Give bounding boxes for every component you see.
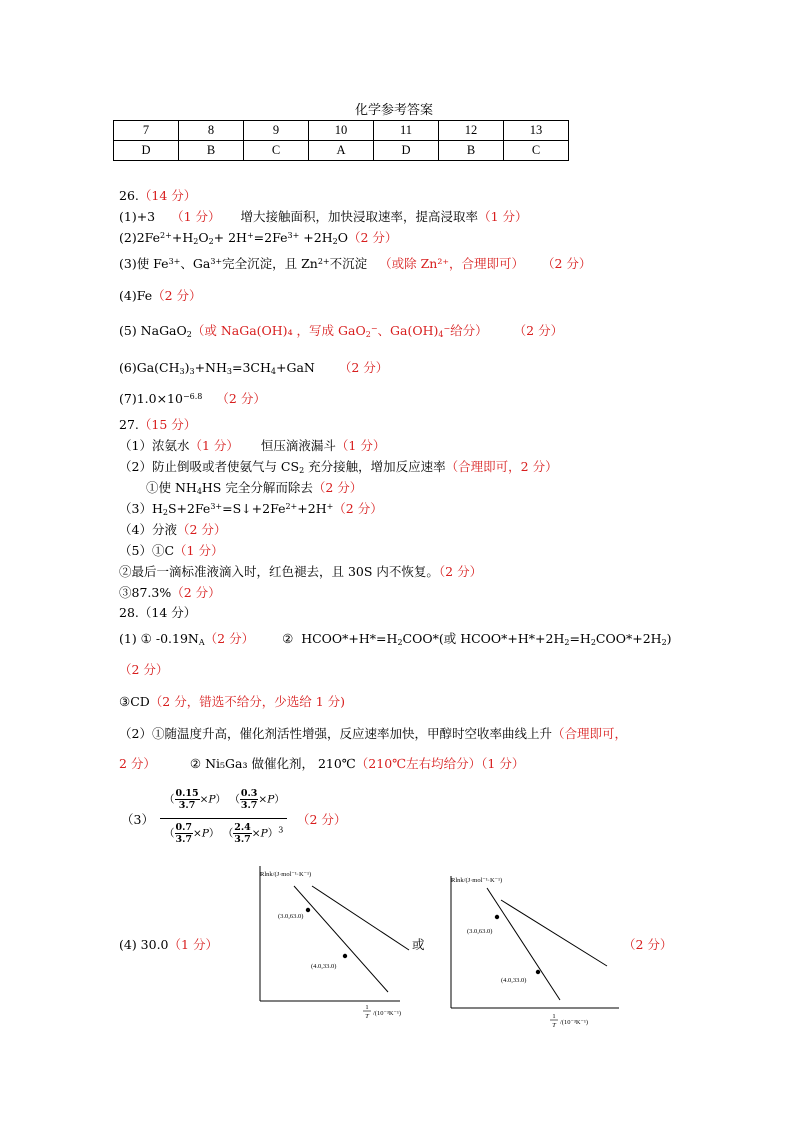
graph-2-point-2 <box>536 970 540 974</box>
graph-1-axes <box>260 866 400 1001</box>
q27-heading: 27.（15 分） <box>119 417 197 432</box>
graph-1-point-2 <box>343 954 347 958</box>
table-cell: 8 <box>179 121 244 141</box>
table-cell: 13 <box>504 121 569 141</box>
q28-answer-3: （2）①随温度升高，催化剂活性增强，反应速率加快，甲醇时空收率曲线上升（合理即可， <box>119 726 627 741</box>
q26-answer-7: $(7)1.0\times 10^{-6.8}$ （2 分） <box>119 391 266 406</box>
q26-heading: 26.（14 分） <box>119 188 197 203</box>
q28-part4-score: （2 分） <box>623 937 673 952</box>
q26-answer-6: $(6)Ga(CH_3)_3+NH_3=3CH_4+GaN$ （2 分） <box>119 360 389 376</box>
table-row-questions <box>114 121 569 141</box>
q26-answer-2: $(2)2Fe^{2+}+H_2O_2+ 2H^+=2Fe^{3+} +2H_2O(2$ 分） <box>119 230 398 246</box>
or-text: 或 <box>412 937 425 952</box>
graph-1-x-num: 1 <box>365 1004 369 1011</box>
table-cell: D <box>114 141 179 161</box>
q27-answer-5: （4）分液（2 分） <box>119 522 227 537</box>
graph-1-line-a <box>294 886 388 992</box>
graph-2-x-unit: /(10⁻³K⁻¹) <box>560 1019 589 1026</box>
table-cell: 9 <box>244 121 309 141</box>
table-cell: A <box>309 141 374 161</box>
graph-2-x-num: 1 <box>552 1013 556 1020</box>
q26-answer-1: (1)+3 （1 分） 增大接触面积，加快浸取速率，提高浸取率（1 分） <box>119 209 528 224</box>
q27-answer-7: ②最后一滴标准液滴入时，红色褪去，且 30S 内不恢复。（2 分） <box>119 564 483 579</box>
q28-answer-5: (4) 30.0（1 分） <box>119 937 218 952</box>
table-cell: B <box>439 141 504 161</box>
table-cell: D <box>374 141 439 161</box>
graph-1-point-2-label: (4.0,33.0) <box>311 963 337 970</box>
graph-1-point-1 <box>306 908 310 912</box>
q28-heading: 28.（14 分） <box>119 605 197 620</box>
graph-2-axes <box>451 876 619 1008</box>
q28-answer-1-score: （2 分） <box>119 662 169 677</box>
table-cell: 12 <box>439 121 504 141</box>
q27-answer-8: ③87.3%（2 分） <box>119 585 221 600</box>
q28-part3-score: （2 分） <box>297 812 347 827</box>
table-cell: 11 <box>374 121 439 141</box>
q28-answer-4: 2 分） ② Ni₅Ga₃ 做催化剂， 210℃（210℃左右均给分）（1 分） <box>119 756 525 771</box>
graph-1-line-b <box>312 886 409 950</box>
table-cell: B <box>179 141 244 161</box>
graph-2-y-label: Rlnk/(J·mol⁻¹·K⁻¹) <box>451 877 503 884</box>
table-cell: C <box>244 141 309 161</box>
table-cell: 7 <box>114 121 179 141</box>
q27-answer-3: ①使 $NH_4HS$ 完全分解而除去（2 分） <box>146 480 363 496</box>
table-cell: 10 <box>309 121 374 141</box>
graph-1-x-den: T <box>365 1013 369 1020</box>
q28-answer-1: (1) ① $-0.19N_A(2$ 分） ② $HCOO*+H*=H_2COO*$(或 $HCOO*+H*+2H_2=H_2COO*+2H_2$) <box>119 631 672 647</box>
graph-2-point-1 <box>495 915 499 919</box>
graph-1 <box>250 860 410 1025</box>
q26-answer-4: (4)Fe（2 分） <box>119 288 202 303</box>
table-row-answers <box>114 141 569 161</box>
q26-answer-5: (5) NaGaO$_2$（或 NaGa(OH)₄ ，写成 GaO$_2$−、$Ga(OH)_4^-$给分） （2 分） <box>119 323 564 339</box>
kp-numerator: （ $\frac{0.15}{3.7}$ ×P） （ $\frac{0.3}{3.7}$ ×P） <box>164 788 285 811</box>
graph-2-point-1-label: (3.0,63.0) <box>467 928 493 935</box>
answer-table <box>113 120 569 161</box>
fraction-bar <box>160 818 287 819</box>
q27-answer-1: （1）浓氨水（1 分） 恒压滴液漏斗（1 分） <box>119 438 386 453</box>
graph-2 <box>437 868 622 1033</box>
graph-1-x-unit: /(10⁻³K⁻¹) <box>373 1010 402 1017</box>
q27-answer-2: （2）防止倒吸或者使氨气与 $CS_2$ 充分接触，增加反应速率（合理即可，2 分） <box>119 459 558 475</box>
kp-denominator: （ $\frac{0.7}{3.7}$ ×P） （ $\frac{2.4}{3.7}$ ×P）$^3$ <box>164 822 284 845</box>
q26-answer-3: (3)使 $Fe^{3+}$、$Ga^{3+}$完全沉淀，且 $Zn^{2+}$不沉淀 （或除 Zn²⁺，合理即可） （2 分） <box>119 256 592 271</box>
graph-1-y-label: Rlnk/(J·mol⁻¹·K⁻¹) <box>260 871 312 878</box>
graph-2-x-den: T <box>552 1022 556 1029</box>
q27-answer-6: （5）①C（1 分） <box>119 543 224 558</box>
table-cell: C <box>504 141 569 161</box>
q28-answer-2: ③CD（2 分，错选不给分，少选给 1 分) <box>119 694 346 709</box>
page-title: 化学参考答案 <box>355 103 434 118</box>
graph-2-point-2-label: (4.0,33.0) <box>501 977 527 984</box>
q27-answer-4: $(3)H_2S+2Fe^{3+}=S↓+2Fe^{2+}+2H^+(2$ 分） <box>119 501 383 517</box>
q28-part3-label: （3） <box>121 812 154 827</box>
graph-1-point-1-label: (3.0,63.0) <box>278 913 304 920</box>
